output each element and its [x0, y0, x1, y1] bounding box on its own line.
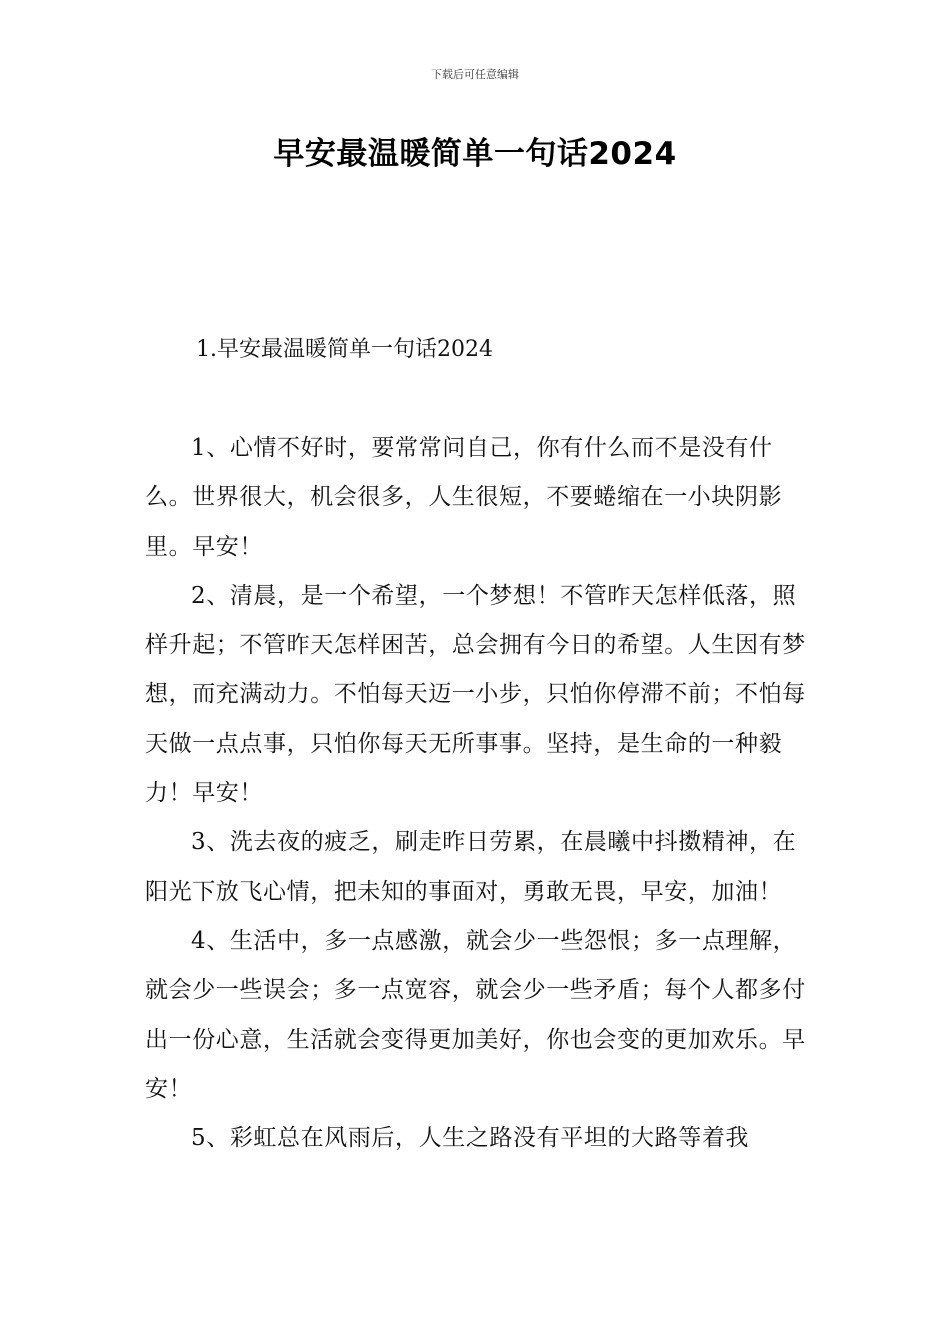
paragraph: 2、清晨，是一个希望，一个梦想！不管昨天怎样低落，照样升起；不管昨天怎样困苦，总会拥有今日的希望。人生因有梦想，而充满动力。不怕每天迈一小步，只怕你停滞不前；不怕每天做一点点事，只怕你每天无所事事。坚持，是生命的一种毅力！早安！ [145, 582, 806, 807]
document-body [145, 424, 810, 1163]
paragraph: 3、洗去夜的疲乏，刷走昨日劳累，在晨曦中抖擞精神，在阳光下放飞心情，把未知的事面对，勇敢无畏，早安，加油！ [145, 829, 797, 905]
section-heading: 1.早安最温暖简单一句话2024 [196, 337, 493, 362]
paragraph: 5、彩虹总在风雨后，人生之路没有平坦的大路等着我 [191, 1125, 750, 1152]
paragraph: 4、生活中，多一点感激，就会少一些怨恨；多一点理解，就会少一些误会；多一点宽容，就会少一些矛盾；每个人都多付出一份心意，生活就会变得更加美好，你也会变的更加欢乐。早安！ [145, 927, 806, 1102]
document-title: 早安最温暖简单一句话2024 [273, 136, 677, 172]
header-note: 下载后可任意编辑 [431, 68, 519, 81]
paragraph: 1、心情不好时，要常常问自己，你有什么而不是没有什么。世界很大，机会很多，人生很短，不要蜷缩在一小块阴影里。早安！ [145, 435, 783, 560]
